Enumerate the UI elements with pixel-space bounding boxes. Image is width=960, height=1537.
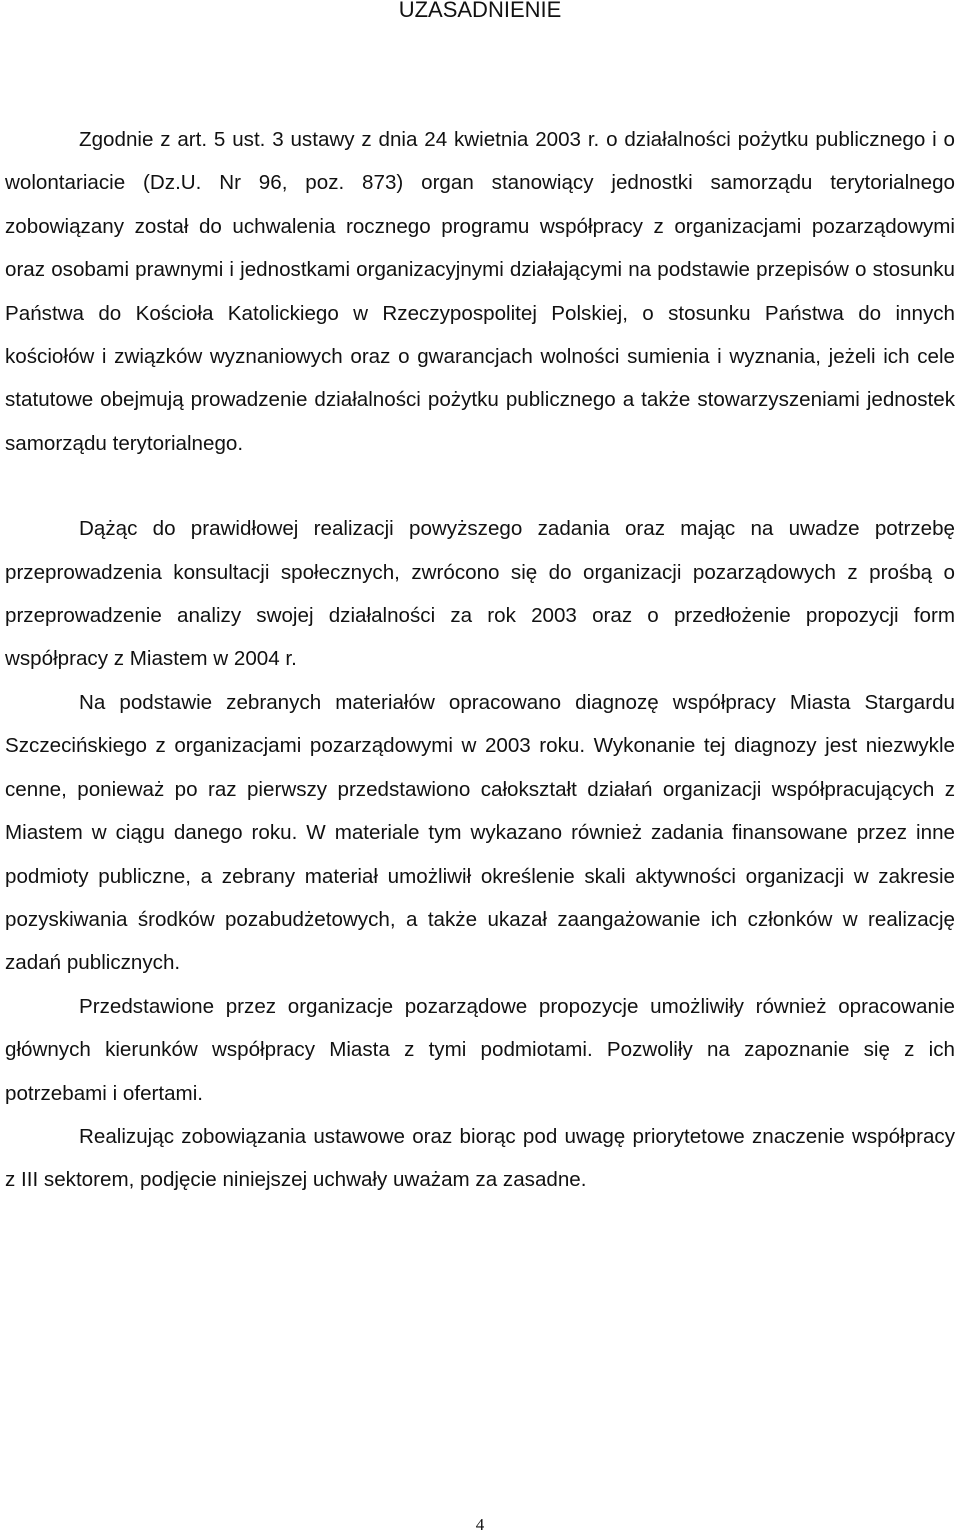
paragraph-conclusion: Realizując zobowiązania ustawowe oraz biorąc pod uwagę priorytetowe znaczenie współpracy z III sektorem, podjęcie niniejszej uchwały uważam za zasadne. (5, 1124, 955, 1192)
document-heading: UZASADNIENIE (398, 0, 562, 22)
paragraph-diagnosis: Na podstawie zebranych materiałów opracowano diagnozę współpracy Miasta Stargardu Szczecińskiego z organizacjami pozarządowymi w 2003 roku. Wykonanie tej diagnozy jest niezwykle cenne, ponieważ po raz pierwszy przedstawiono całokształt działań organizacji współpracujących z Miastem w ciągu danego roku. W materiale tym wykazano również zadania finansowane przez inne podmioty publiczne, a zebrany materiał umożliwił określenie skali aktywności organizacji w zakresie pozyskiwania środków pozabudżetowych, a także ukazał zaangażowanie ich członków w realizację zadań publicznych. (5, 690, 955, 975)
paragraph-consultations: Dążąc do prawidłowej realizacji powyższego zadania oraz mając na uwadze potrzebę przeprowadzenia konsultacji społecznych, zwrócono się do organizacji pozarządowych z prośbą o przeprowadzenie analizy swojej działalności za rok 2003 oraz o przedłożenie propozycji form współpracy z Miastem w 2004 r. (5, 517, 955, 671)
document-body (5, 118, 955, 1202)
page-number: 4 (475, 1515, 485, 1534)
paragraph-proposals: Przedstawione przez organizacje pozarządowe propozycje umożliwiły również opracowanie głównych kierunków współpracy Miasta z tymi podmiotami. Pozwoliły na zapoznanie się z ich potrzebami i ofertami. (5, 994, 955, 1105)
paragraph-legal-basis: Zgodnie z art. 5 ust. 3 ustawy z dnia 24 kwietnia 2003 r. o działalności pożytku publicznego i o wolontariacie (Dz.U. Nr 96, poz. 873) organ stanowiący jednostki samorządu terytorialnego zobowiązany został do uchwalenia rocznego programu współpracy z organizacjami pozarządowymi oraz osobami prawnymi i jednostkami organizacyjnymi działającymi na podstawie przepisów o stosunku Państwa do Kościoła Katolickiego w Rzeczypospolitej Polskiej, o stosunku Państwa do innych kościołów i związków wyznaniowych oraz o gwarancjach wolności sumienia i wyznania, jeżeli ich cele statutowe obejmują prowadzenie działalności pożytku publicznego a także stowarzyszeniami jednostek samorządu terytorialnego. (5, 128, 955, 455)
